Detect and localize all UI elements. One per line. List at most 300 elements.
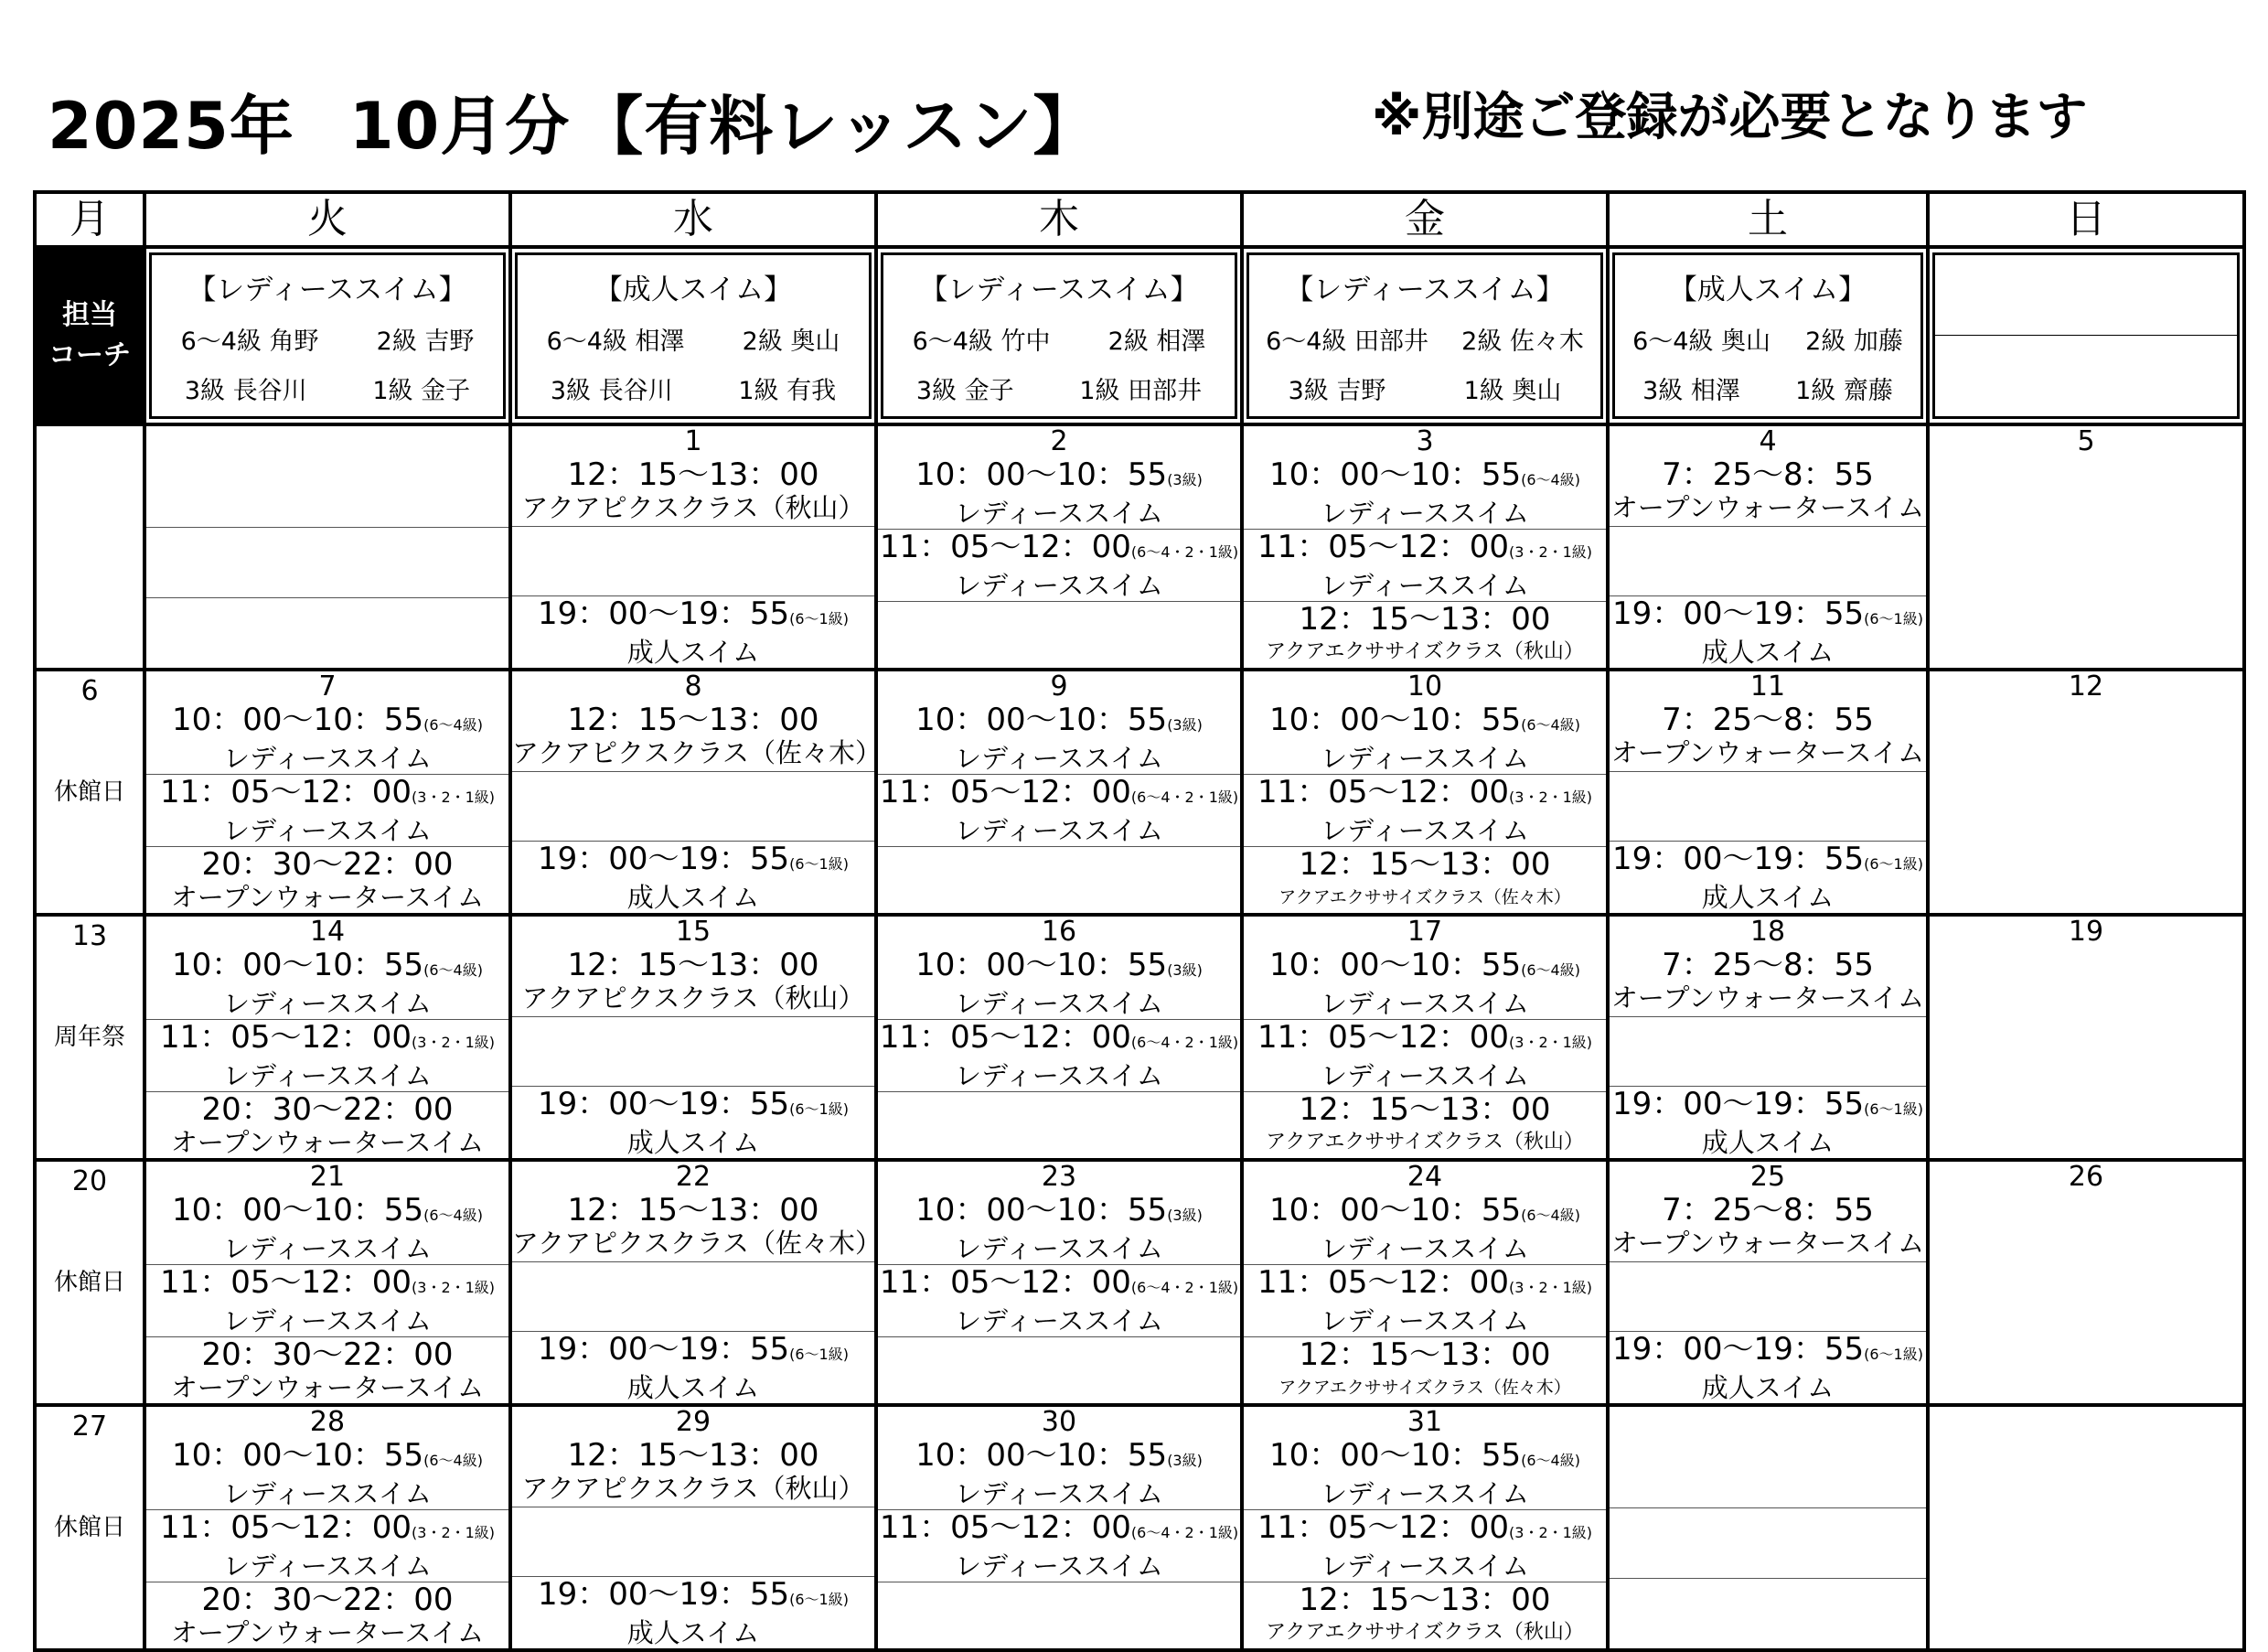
- lesson-slot: [146, 1193, 508, 1265]
- lesson-name: レディーススイム: [223, 988, 432, 1019]
- lesson-name: レディーススイム: [1321, 1550, 1529, 1582]
- lesson-name: レディーススイム: [955, 988, 1163, 1019]
- coach-name: 3級 長谷川: [550, 376, 673, 405]
- week-row: [35, 424, 2244, 670]
- lesson-grade: (3・2・1級): [1509, 788, 1593, 806]
- lesson-slot: [878, 1193, 1240, 1265]
- weekday-thu: 木: [876, 192, 1242, 247]
- lesson-time: 11：05～12：00(3・2・1級): [159, 774, 496, 810]
- lesson-time: 20：30～22：00: [201, 1582, 454, 1618]
- coach-class-title: 【レディーススイム】: [1285, 273, 1565, 306]
- day-cell-wed: [510, 915, 876, 1160]
- day-cell-sun: [1928, 1405, 2244, 1650]
- lesson-grade: (6～1級): [1864, 1100, 1923, 1118]
- day-number: 14: [309, 916, 346, 948]
- coach-name: 1級 奥山: [1463, 376, 1562, 405]
- lesson-grade: (6～1級): [789, 855, 849, 873]
- day-cell-fri: [1242, 424, 1608, 670]
- lesson-slots: [1244, 1193, 1606, 1403]
- lesson-time: 11：05～12：00(3・2・1級): [1257, 774, 1593, 810]
- lesson-slot: [146, 1510, 508, 1582]
- lesson-name: レディーススイム: [955, 570, 1163, 601]
- lesson-time: 12：15～13：00: [567, 1192, 819, 1228]
- lesson-name: アクアピクスクラス（佐々木）: [512, 1228, 882, 1259]
- lesson-time: 10：00～10：55(6～4級): [1269, 1437, 1580, 1474]
- coach-name: 2級 加藤: [1805, 327, 1903, 356]
- lesson-name: アクアエクササイズクラス（佐々木）: [1278, 887, 1571, 907]
- lesson-grade: (6～4級): [1521, 961, 1580, 979]
- coach-line: [883, 370, 1235, 406]
- day-cell-sun: [1928, 670, 2244, 915]
- lesson-slot: [1610, 842, 1926, 913]
- lesson-name: オープンウォータースイム: [1610, 492, 1925, 523]
- lesson-time: 19：00～19：55(6～1級): [538, 1331, 849, 1368]
- lesson-time: 10：00～10：55(3級): [915, 1437, 1203, 1474]
- coach-class-title: 【成人スイム】: [1668, 273, 1867, 306]
- lesson-slot: [146, 1337, 508, 1403]
- coach-sat: [1608, 247, 1928, 424]
- lesson-name: オープンウォータースイム: [170, 1127, 485, 1158]
- lesson-slot: [1610, 1438, 1926, 1508]
- lesson-slot: [1244, 457, 1606, 530]
- lesson-grade: (3・2・1級): [1509, 1034, 1593, 1051]
- lesson-slot: [146, 1582, 508, 1648]
- lesson-slot: [1244, 1193, 1606, 1265]
- weekday-mon: 月: [35, 192, 144, 247]
- lesson-slot: [1610, 1508, 1926, 1579]
- title-year: 2025年: [48, 89, 294, 164]
- lesson-time: 20：30～22：00: [201, 1091, 454, 1128]
- lesson-slot: [512, 1192, 882, 1262]
- lesson-slot: [512, 948, 874, 1017]
- lesson-time: 19：00～19：55(6～1級): [1612, 1086, 1923, 1122]
- lesson-slot: [1610, 1087, 1926, 1158]
- lesson-slot: [146, 703, 508, 775]
- lesson-name: レディーススイム: [955, 1478, 1163, 1509]
- lesson-slot: [512, 527, 874, 596]
- lesson-slot: [878, 1510, 1240, 1582]
- day-number: 16: [1041, 916, 1077, 948]
- lesson-name: 成人スイム: [626, 1127, 760, 1158]
- coach-class-title: 【レディーススイム】: [919, 273, 1199, 306]
- day-cell-fri: [1242, 670, 1608, 915]
- coach-line: [1615, 370, 1920, 406]
- lesson-time: 11：05～12：00(3・2・1級): [159, 1509, 496, 1546]
- coach-name: 2級 吉野: [376, 327, 475, 356]
- lesson-slot: [878, 1020, 1240, 1092]
- lesson-name: レディーススイム: [955, 498, 1163, 529]
- day-cell-wed: [510, 424, 876, 670]
- lesson-grade: (6～4級): [423, 716, 483, 734]
- lesson-grade: (6～4・2・1級): [1130, 788, 1239, 806]
- weekday-tue: 火: [144, 192, 510, 247]
- lesson-time: 19：00～19：55(6～1級): [1612, 841, 1923, 877]
- coach-name: 2級 相澤: [1107, 327, 1206, 356]
- week-row: [35, 1405, 2244, 1650]
- coach-name: 3級 長谷川: [184, 376, 307, 405]
- lesson-time: 10：00～10：55(6～4級): [172, 1192, 483, 1228]
- lesson-time: 7：25～8：55: [1662, 702, 1874, 738]
- day-number: [1930, 1407, 2242, 1438]
- coach-name: 1級 田部井: [1079, 376, 1203, 405]
- coach-line: [152, 321, 503, 357]
- lesson-slot: [512, 1017, 874, 1087]
- lesson-name: 成人スイム: [626, 637, 760, 668]
- day-number: 4: [1759, 425, 1777, 457]
- lesson-time: 7：25～8：55: [1662, 456, 1874, 493]
- lesson-name: レディーススイム: [955, 743, 1163, 774]
- lesson-slot: [1244, 703, 1606, 775]
- lesson-slot: [1244, 1020, 1606, 1092]
- lesson-slot: [878, 1582, 1240, 1648]
- lesson-time: 19：00～19：55(6～1級): [538, 595, 849, 632]
- lesson-slot: [1610, 457, 1926, 527]
- coach-name: 6～4級 田部井: [1266, 327, 1429, 356]
- lesson-time: 20：30～22：00: [201, 1336, 454, 1373]
- coach-box-sat: [1612, 252, 1923, 419]
- coach-name: 2級 奥山: [742, 327, 840, 356]
- lesson-slot: [1610, 1262, 1926, 1332]
- lesson-slot: [878, 775, 1240, 847]
- lesson-slots: [146, 1438, 508, 1648]
- lesson-slot: [512, 457, 874, 527]
- lesson-slot: [1244, 602, 1606, 668]
- lesson-name: オープンウォータースイム: [170, 882, 485, 913]
- weekday-sat: 土: [1608, 192, 1928, 247]
- day-cell-tue: [144, 670, 510, 915]
- day-note: 休館日: [53, 1514, 125, 1541]
- lesson-slots: [1610, 948, 1926, 1158]
- day-note: 休館日: [53, 778, 125, 806]
- lesson-name: アクアエクササイズクラス（秋山）: [1266, 1131, 1584, 1153]
- lesson-name: レディーススイム: [223, 1060, 432, 1091]
- week-row: [35, 670, 2244, 915]
- lesson-time: 11：05～12：00(3・2・1級): [159, 1264, 496, 1301]
- lesson-calendar: [33, 190, 2246, 1652]
- lesson-name: 成人スイム: [1701, 637, 1835, 668]
- lesson-slots: [1244, 457, 1606, 668]
- lesson-slot: [1244, 1438, 1606, 1510]
- coach-line: [1249, 370, 1600, 406]
- lesson-name: レディーススイム: [223, 1305, 432, 1336]
- lesson-slot: [146, 948, 508, 1020]
- day-number: 12: [2068, 670, 2104, 703]
- coach-class-title: 【成人スイム】: [594, 273, 793, 306]
- lesson-grade: (6～1級): [789, 1100, 849, 1118]
- lesson-slots: [512, 1438, 874, 1648]
- lesson-time: 10：00～10：55(3級): [915, 456, 1203, 493]
- lesson-slot: [146, 1020, 508, 1092]
- lesson-name: オープンウォータースイム: [170, 1617, 485, 1648]
- day-cell-sun: [1928, 1160, 2244, 1405]
- day-number: 30: [1041, 1406, 1077, 1438]
- lesson-slot: [1244, 948, 1606, 1020]
- lesson-slots: [146, 703, 508, 913]
- day-number: 17: [1407, 916, 1443, 948]
- lesson-slot: [1610, 703, 1926, 772]
- lesson-time: 12：15～13：00: [1299, 1091, 1551, 1128]
- lesson-time: 19：00～19：55(6～1級): [1612, 1331, 1923, 1368]
- lesson-name: オープンウォータースイム: [170, 1372, 485, 1403]
- lesson-time: 11：05～12：00(6～4・2・1級): [879, 1019, 1239, 1056]
- lesson-grade: (6～1級): [1864, 855, 1923, 873]
- lesson-grade: (6～4・2・1級): [1130, 1524, 1239, 1541]
- lesson-slots: [1244, 1438, 1606, 1648]
- coach-name: 3級 相澤: [1642, 376, 1740, 405]
- lesson-slot: [878, 703, 1240, 775]
- lesson-grade: (6～1級): [789, 1591, 849, 1608]
- coach-name: 1級 金子: [372, 376, 471, 405]
- day-cell-mon: [35, 915, 144, 1160]
- lesson-slot: [1244, 775, 1606, 847]
- lesson-name: レディーススイム: [223, 1550, 432, 1582]
- day-cell-tue: [144, 424, 510, 670]
- weekday-sun: 日: [1928, 192, 2244, 247]
- lesson-name: レディーススイム: [1321, 815, 1529, 846]
- day-cell-thu: [876, 1405, 1242, 1650]
- lesson-slots: [1244, 703, 1606, 913]
- lesson-time: 19：00～19：55(6～1級): [538, 841, 849, 877]
- lesson-grade: (6～4級): [1521, 716, 1580, 734]
- coach-tue: [144, 247, 510, 424]
- day-number: 3: [1416, 425, 1434, 457]
- lesson-time: 10：00～10：55(6～4級): [1269, 456, 1580, 493]
- lesson-name: レディーススイム: [1321, 988, 1529, 1019]
- lesson-slot: [146, 598, 508, 668]
- lesson-slot: [1610, 1332, 1926, 1403]
- lesson-grade: (3級): [1167, 716, 1203, 734]
- lesson-time: 10：00～10：55(6～4級): [172, 702, 483, 738]
- lesson-time: 11：05～12：00(6～4・2・1級): [879, 1509, 1239, 1546]
- weekday-wed: 水: [510, 192, 876, 247]
- lesson-name: 成人スイム: [626, 1617, 760, 1648]
- lesson-time: 11：05～12：00(3・2・1級): [1257, 1264, 1593, 1301]
- day-number: 31: [1407, 1406, 1443, 1438]
- lesson-time: 11：05～12：00(3・2・1級): [159, 1019, 496, 1056]
- lesson-slot: [146, 457, 508, 528]
- lesson-grade: (6～4・2・1級): [1130, 1034, 1239, 1051]
- lesson-slot: [1610, 772, 1926, 842]
- day-cell-sat: [1608, 915, 1928, 1160]
- lesson-grade: (6～1級): [1864, 1346, 1923, 1363]
- day-note: 休館日: [53, 1269, 125, 1296]
- weekday-fri: 金: [1242, 192, 1608, 247]
- lesson-grade: (6～4・2・1級): [1130, 1279, 1239, 1296]
- coach-label-text: 担当 コーチ: [48, 299, 131, 371]
- lesson-grade: (6～4級): [423, 961, 483, 979]
- day-cell-sun: [1928, 424, 2244, 670]
- lesson-name: レディーススイム: [955, 1550, 1163, 1582]
- lesson-slots: [878, 457, 1240, 668]
- lesson-slots: [1610, 1438, 1926, 1648]
- lesson-grade: (3・2・1級): [412, 1524, 496, 1541]
- lesson-grade: (3・2・1級): [1509, 543, 1593, 561]
- lesson-name: オープンウォータースイム: [1610, 1228, 1925, 1259]
- lesson-grade: (3・2・1級): [1509, 1524, 1593, 1541]
- lesson-time: 11：05～12：00(6～4・2・1級): [879, 774, 1239, 810]
- day-cell-sat: [1608, 424, 1928, 670]
- lesson-grade: (6～4級): [1521, 1207, 1580, 1224]
- coach-box-wed: [515, 252, 872, 419]
- weekday-header-row: [35, 192, 2244, 247]
- coach-class-title: 【レディーススイム】: [187, 273, 467, 306]
- day-cell-sat: [1608, 670, 1928, 915]
- day-cell-mon: [35, 670, 144, 915]
- lesson-time: 12：15～13：00: [1299, 1336, 1551, 1373]
- day-cell-fri: [1242, 1405, 1608, 1650]
- lesson-slot: [146, 847, 508, 913]
- lesson-name: アクアエクササイズクラス（佐々木）: [1278, 1378, 1571, 1398]
- coach-line: [518, 321, 869, 357]
- lesson-slot: [1610, 1193, 1926, 1262]
- lesson-slot: [146, 1092, 508, 1158]
- day-number: 27: [71, 1411, 108, 1443]
- day-number: 22: [675, 1161, 711, 1193]
- coach-box-tue: [149, 252, 506, 419]
- lesson-name: レディーススイム: [1321, 1478, 1529, 1509]
- day-cell-tue: [144, 1160, 510, 1405]
- lesson-time: 10：00～10：55(6～4級): [1269, 947, 1580, 983]
- lesson-slot: [146, 1438, 508, 1510]
- lesson-grade: (3・2・1級): [412, 1034, 496, 1051]
- lesson-name: 成人スイム: [1701, 1127, 1835, 1158]
- day-cell-thu: [876, 424, 1242, 670]
- lesson-grade: (6～1級): [789, 1346, 849, 1363]
- lesson-slots: [878, 948, 1240, 1158]
- day-cell-thu: [876, 915, 1242, 1160]
- lesson-name: レディーススイム: [1321, 1233, 1529, 1264]
- lesson-grade: (3・2・1級): [412, 788, 496, 806]
- day-cell-tue: [144, 1405, 510, 1650]
- lesson-slot: [146, 1265, 508, 1337]
- day-number: 25: [1749, 1161, 1786, 1193]
- lesson-slot: [878, 847, 1240, 913]
- lesson-time: 11：05～12：00(6～4・2・1級): [879, 1264, 1239, 1301]
- lesson-slot: [512, 842, 874, 913]
- lesson-time: 10：00～10：55(6～4級): [172, 1437, 483, 1474]
- lesson-slot: [512, 1507, 874, 1577]
- lesson-name: レディーススイム: [223, 815, 432, 846]
- coach-thu: [876, 247, 1242, 424]
- lesson-slot: [1244, 1265, 1606, 1337]
- lesson-name: レディーススイム: [223, 743, 432, 774]
- lesson-time: 12：15～13：00: [1299, 601, 1551, 638]
- coach-line: [883, 321, 1235, 357]
- day-number: 2: [1050, 425, 1068, 457]
- day-number: 15: [675, 916, 711, 948]
- lesson-name: アクアエクササイズクラス（秋山）: [1266, 1621, 1584, 1644]
- lesson-slots: [512, 702, 882, 913]
- lesson-name: レディーススイム: [1321, 498, 1529, 529]
- lesson-time: 12：15～13：00: [567, 456, 819, 493]
- lesson-slots: [146, 1193, 508, 1403]
- lesson-name: オープンウォータースイム: [1610, 982, 1925, 1014]
- lesson-slot: [1610, 527, 1926, 596]
- day-cell-thu: [876, 1160, 1242, 1405]
- day-number: 1: [684, 425, 702, 457]
- lesson-slot: [878, 1438, 1240, 1510]
- coach-name: 1級 有我: [738, 376, 837, 405]
- lesson-name: 成人スイム: [1701, 1372, 1835, 1403]
- lesson-slot: [1610, 596, 1926, 668]
- lesson-slot: [512, 702, 882, 772]
- week-row: [35, 915, 2244, 1160]
- lesson-slots: [1610, 703, 1926, 913]
- day-number: [146, 426, 508, 457]
- lesson-name: レディーススイム: [955, 1233, 1163, 1264]
- day-number: 18: [1749, 916, 1786, 948]
- title-month: 10月分: [348, 89, 571, 164]
- day-number: 5: [2077, 425, 2095, 457]
- lesson-slot: [878, 457, 1240, 530]
- day-cell-fri: [1242, 1160, 1608, 1405]
- lesson-slot: [1610, 948, 1926, 1017]
- coach-line: [1249, 321, 1600, 357]
- lesson-name: 成人スイム: [1701, 882, 1835, 913]
- lesson-name: アクアエクササイズクラス（秋山）: [1266, 640, 1584, 663]
- lesson-time: 11：05～12：00(6～4・2・1級): [879, 529, 1239, 565]
- day-cell-wed: [510, 1405, 876, 1650]
- lesson-time: 19：00～19：55(6～1級): [538, 1086, 849, 1122]
- coach-fri: [1242, 247, 1608, 424]
- lesson-time: 7：25～8：55: [1662, 1192, 1874, 1228]
- lesson-slot: [512, 1577, 874, 1648]
- lesson-name: アクアピクスクラス（秋山）: [521, 982, 865, 1014]
- lesson-name: 成人スイム: [626, 1372, 760, 1403]
- day-cell-sun: [1928, 915, 2244, 1160]
- day-number: 20: [71, 1165, 108, 1197]
- lesson-slots: [878, 1193, 1240, 1403]
- coach-box-thu: [881, 252, 1237, 419]
- day-cell-mon: [35, 1405, 144, 1650]
- coach-name: 6～4級 角野: [180, 327, 319, 356]
- lesson-grade: (6～4・2・1級): [1130, 543, 1239, 561]
- lesson-grade: (3級): [1167, 1207, 1203, 1224]
- lesson-slots: [146, 948, 508, 1158]
- coach-sun: [1928, 247, 2244, 424]
- lesson-slot: [878, 1265, 1240, 1337]
- lesson-slot: [146, 528, 508, 598]
- week-row: [35, 1160, 2244, 1405]
- lesson-time: 10：00～10：55(6～4級): [172, 947, 483, 983]
- coach-name: 3級 金子: [915, 376, 1014, 405]
- lesson-name: レディーススイム: [1321, 1060, 1529, 1091]
- lesson-name: レディーススイム: [1321, 1305, 1529, 1336]
- lesson-time: 19：00～19：55(6～1級): [1612, 595, 1923, 632]
- day-cell-mon: [35, 424, 144, 670]
- lesson-slot: [878, 1092, 1240, 1158]
- lesson-grade: (3・2・1級): [412, 1279, 496, 1296]
- lesson-time: 10：00～10：55(3級): [915, 702, 1203, 738]
- day-number: 24: [1407, 1161, 1443, 1193]
- day-number: 11: [1749, 670, 1786, 703]
- lesson-slots: [1244, 948, 1606, 1158]
- day-number: 13: [71, 920, 108, 952]
- lesson-slot: [1244, 1510, 1606, 1582]
- day-cell-wed: [510, 670, 882, 915]
- lesson-slot: [1610, 1579, 1926, 1648]
- day-number: 28: [309, 1406, 346, 1438]
- day-number: 8: [684, 670, 702, 703]
- day-number: 29: [675, 1406, 711, 1438]
- coach-wed: [510, 247, 876, 424]
- lesson-slots: [878, 703, 1240, 913]
- lesson-time: 12：15～13：00: [1299, 846, 1551, 883]
- day-number: 10: [1407, 670, 1443, 703]
- coach-sun-empty: [1932, 252, 2240, 419]
- day-number: 19: [2068, 916, 2104, 948]
- coach-name: 3級 吉野: [1288, 376, 1386, 405]
